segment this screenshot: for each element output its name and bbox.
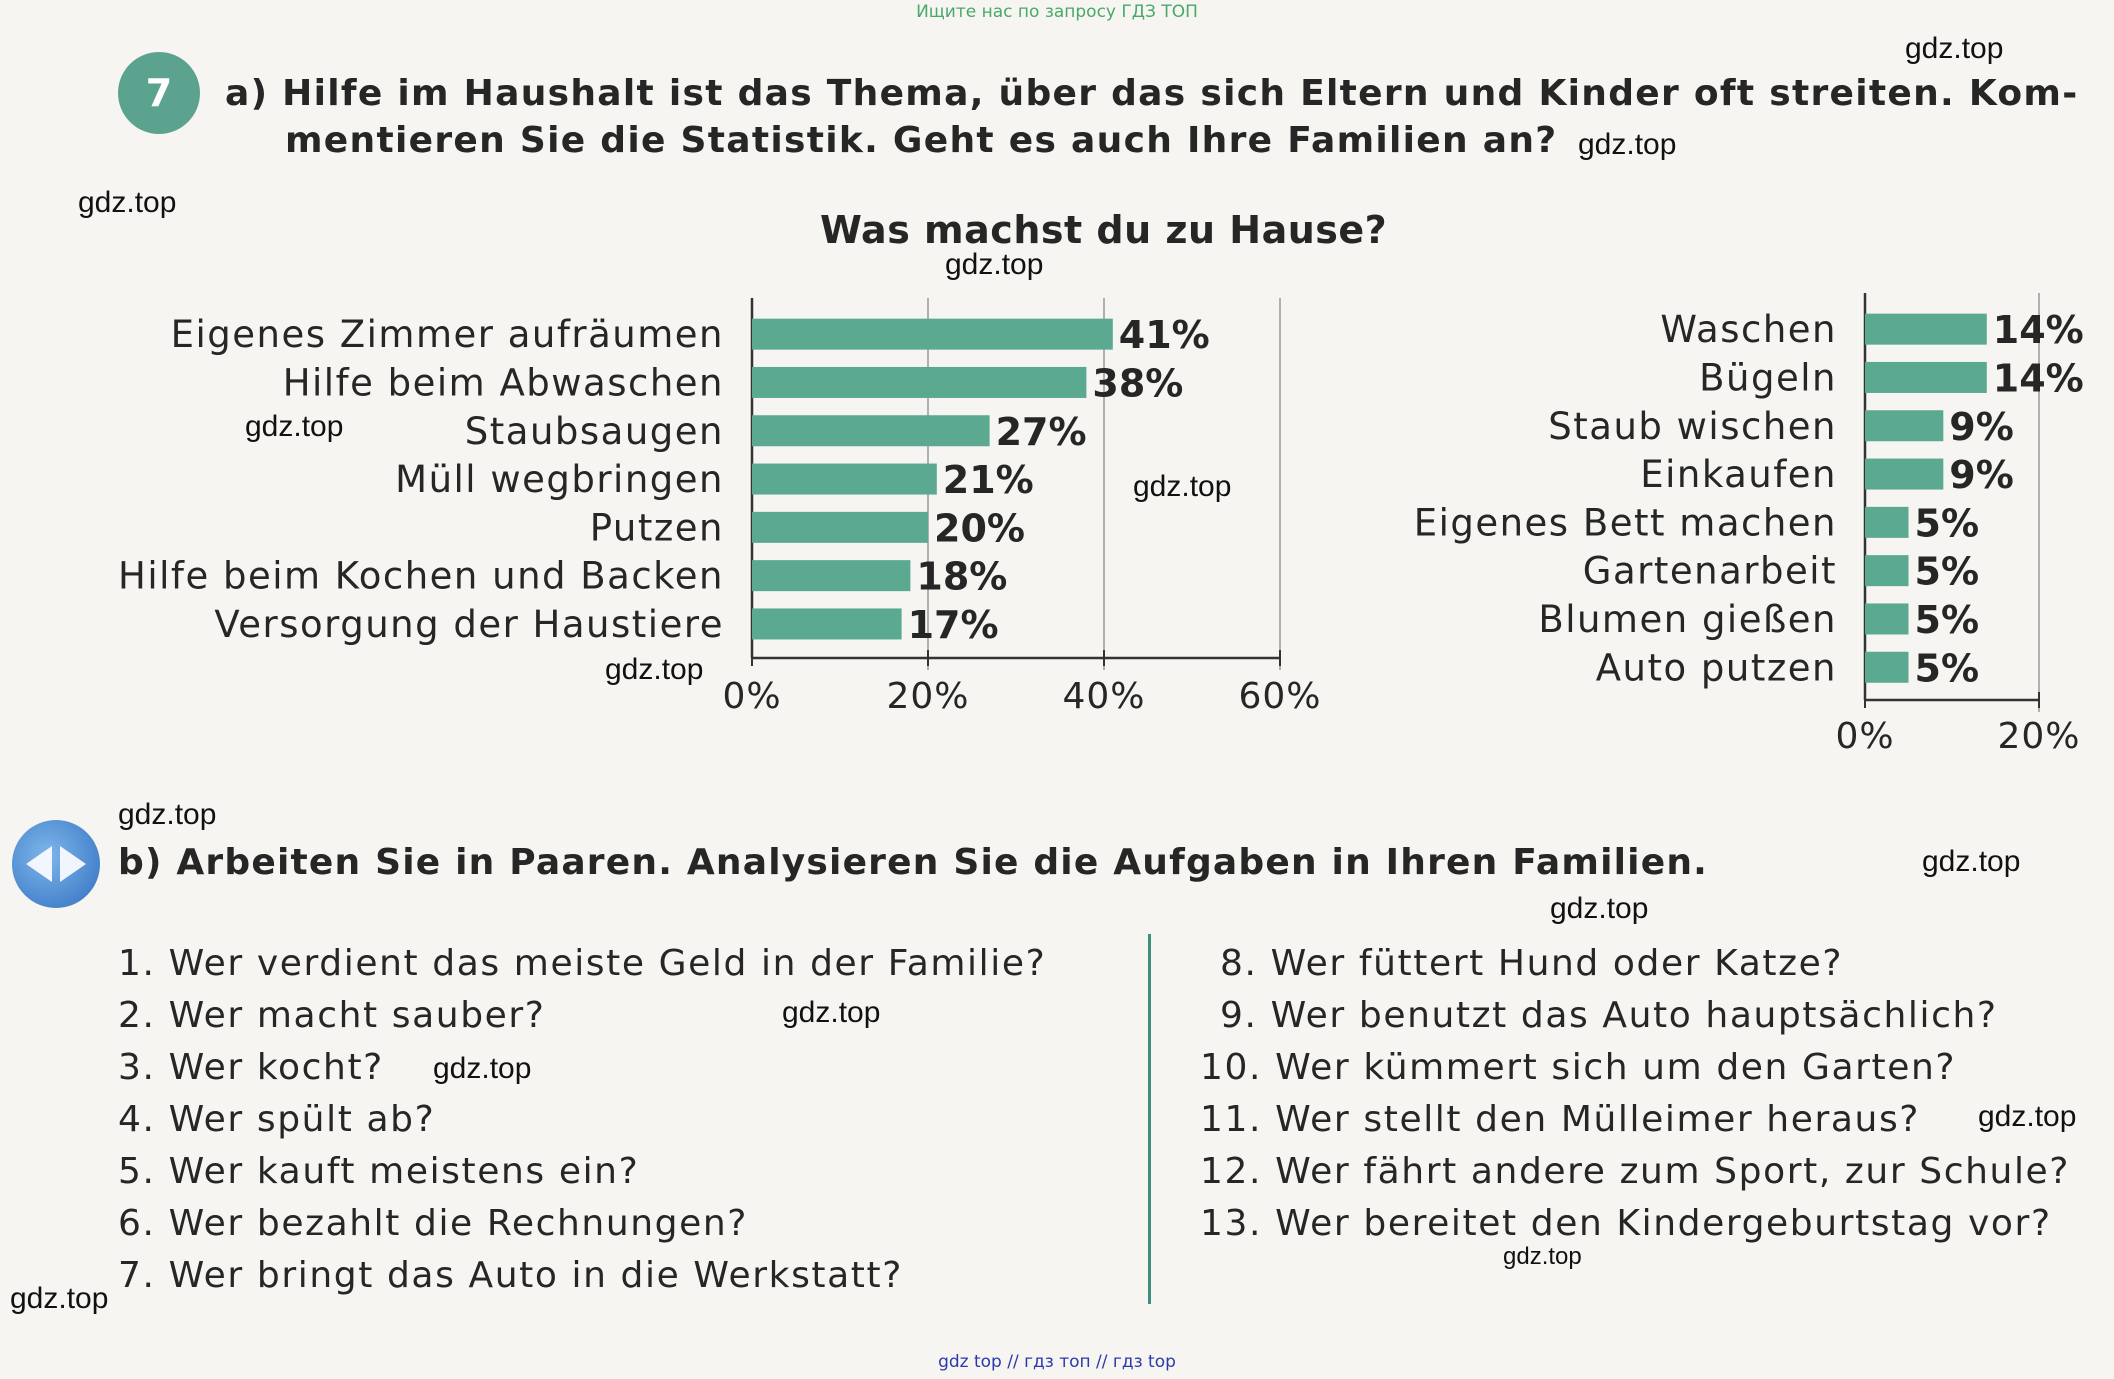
questions-right	[1200, 938, 2070, 1250]
value-label: 5%	[1914, 597, 1980, 642]
watermark: gdz.top	[782, 996, 881, 1029]
category-label: Eigenes Bett machen	[1413, 501, 1837, 545]
bar	[752, 512, 928, 543]
question-item: 2. Wer macht sauber?	[118, 995, 546, 1036]
category-label: Versorgung der Haustiere	[214, 602, 724, 646]
task-b-heading: b) Arbeiten Sie in Paaren. Analysieren Sie die Aufgaben in Ihren Familien.	[118, 842, 1709, 883]
task-a-line1: a) Hilfe im Haushalt ist das Thema, über das sich Eltern und Kinder oft streiten. Kom-	[225, 73, 2079, 114]
value-label: 21%	[942, 458, 1034, 503]
watermark: gdz.top	[118, 798, 217, 831]
question-item: 5. Wer kauft meistens ein?	[118, 1151, 640, 1192]
watermark: gdz.top	[1133, 470, 1232, 503]
watermark: gdz.top	[605, 653, 704, 686]
x-tick-label: 40%	[1062, 676, 1146, 717]
question-item: 1. Wer verdient das meiste Geld in der Familie?	[118, 943, 1047, 984]
category-label: Hilfe beim Kochen und Backen	[118, 554, 724, 598]
bar	[752, 367, 1086, 398]
questions-left	[118, 938, 1046, 1302]
question-item: 7. Wer bringt das Auto in die Werkstatt?	[118, 1255, 903, 1296]
value-label: 14%	[1992, 356, 2084, 401]
category-label: Putzen	[589, 506, 724, 550]
value-label: 9%	[1949, 453, 2014, 498]
value-label: 38%	[1092, 361, 1184, 406]
x-tick-label: 20%	[886, 676, 970, 717]
value-label: 20%	[934, 506, 1025, 551]
bar	[752, 608, 902, 639]
top-banner: Ищите нас по запросу ГДЗ ТОП	[916, 2, 1198, 22]
question-item: 13. Wer bereitet den Kindergeburtstag vor?	[1200, 1203, 2052, 1244]
category-label: Einkaufen	[1640, 453, 1837, 497]
question-item: 9. Wer benutzt das Auto hauptsächlich?	[1220, 995, 1998, 1036]
watermark: gdz.top	[10, 1282, 109, 1315]
value-label: 5%	[1914, 549, 1980, 594]
value-label: 27%	[995, 409, 1087, 454]
question-item: 4. Wer spült ab?	[118, 1099, 436, 1140]
bar	[1865, 314, 1987, 345]
x-tick-label: 0%	[722, 676, 782, 717]
category-label: Eigenes Zimmer aufräumen	[170, 313, 724, 357]
pair-work-icon	[12, 820, 100, 908]
value-label: 41%	[1118, 313, 1210, 358]
watermark: gdz.top	[1978, 1100, 2077, 1133]
bar	[1865, 507, 1909, 538]
bar	[752, 464, 937, 495]
bar	[1865, 362, 1987, 393]
category-label: Müll wegbringen	[395, 458, 724, 502]
category-label: Bügeln	[1699, 356, 1837, 400]
chart-title: Was machst du zu Hause?	[820, 208, 1388, 252]
x-tick-label: 20%	[1997, 716, 2081, 757]
watermark: gdz.top	[1503, 1243, 1582, 1270]
question-item: 10. Wer kümmert sich um den Garten?	[1200, 1047, 1957, 1088]
bar	[1865, 555, 1909, 586]
value-label: 14%	[1992, 308, 2084, 353]
category-label: Staubsaugen	[464, 409, 724, 453]
watermark: gdz.top	[245, 410, 344, 443]
value-label: 18%	[916, 554, 1008, 599]
question-item: 3. Wer kocht?	[118, 1047, 384, 1088]
watermark: gdz.top	[945, 248, 1044, 281]
watermark: gdz.top	[1905, 32, 2004, 65]
question-item: 11. Wer stellt den Mülleimer heraus?	[1200, 1099, 1921, 1140]
bar	[752, 415, 990, 446]
household-chart-right	[1360, 290, 2114, 770]
x-tick-label: 0%	[1835, 716, 1895, 757]
task-number-badge: 7	[118, 52, 200, 134]
column-divider	[1148, 934, 1151, 1304]
value-label: 5%	[1914, 646, 1980, 691]
category-label: Gartenarbeit	[1582, 549, 1837, 593]
bar	[1865, 410, 1943, 441]
category-label: Staub wischen	[1548, 404, 1837, 448]
value-label: 9%	[1949, 404, 2014, 449]
bar	[1865, 459, 1943, 490]
task-a-line2: mentieren Sie die Statistik. Geht es auch Ihre Familien an?	[285, 120, 1558, 161]
watermark: gdz.top	[1922, 845, 2021, 878]
category-label: Blumen gießen	[1538, 597, 1837, 641]
bar	[1865, 603, 1909, 634]
watermark: gdz.top	[433, 1052, 532, 1085]
category-label: Waschen	[1660, 308, 1837, 352]
bar	[752, 319, 1113, 350]
question-item: 12. Wer fährt andere zum Sport, zur Schule?	[1200, 1151, 2071, 1192]
watermark: gdz.top	[1550, 892, 1649, 925]
question-item: 6. Wer bezahlt die Rechnungen?	[118, 1203, 748, 1244]
value-label: 17%	[907, 602, 999, 647]
x-tick-label: 60%	[1238, 676, 1322, 717]
category-label: Hilfe beim Abwaschen	[282, 361, 724, 405]
footer-text: gdz top // гдз топ // гдз top	[938, 1352, 1176, 1372]
bar	[752, 560, 910, 591]
household-chart-left	[0, 290, 1360, 730]
bar	[1865, 652, 1909, 683]
value-label: 5%	[1914, 501, 1980, 546]
category-label: Auto putzen	[1595, 646, 1837, 690]
question-item: 8. Wer füttert Hund oder Katze?	[1220, 943, 1844, 984]
watermark: gdz.top	[78, 186, 177, 219]
watermark: gdz.top	[1578, 128, 1677, 161]
